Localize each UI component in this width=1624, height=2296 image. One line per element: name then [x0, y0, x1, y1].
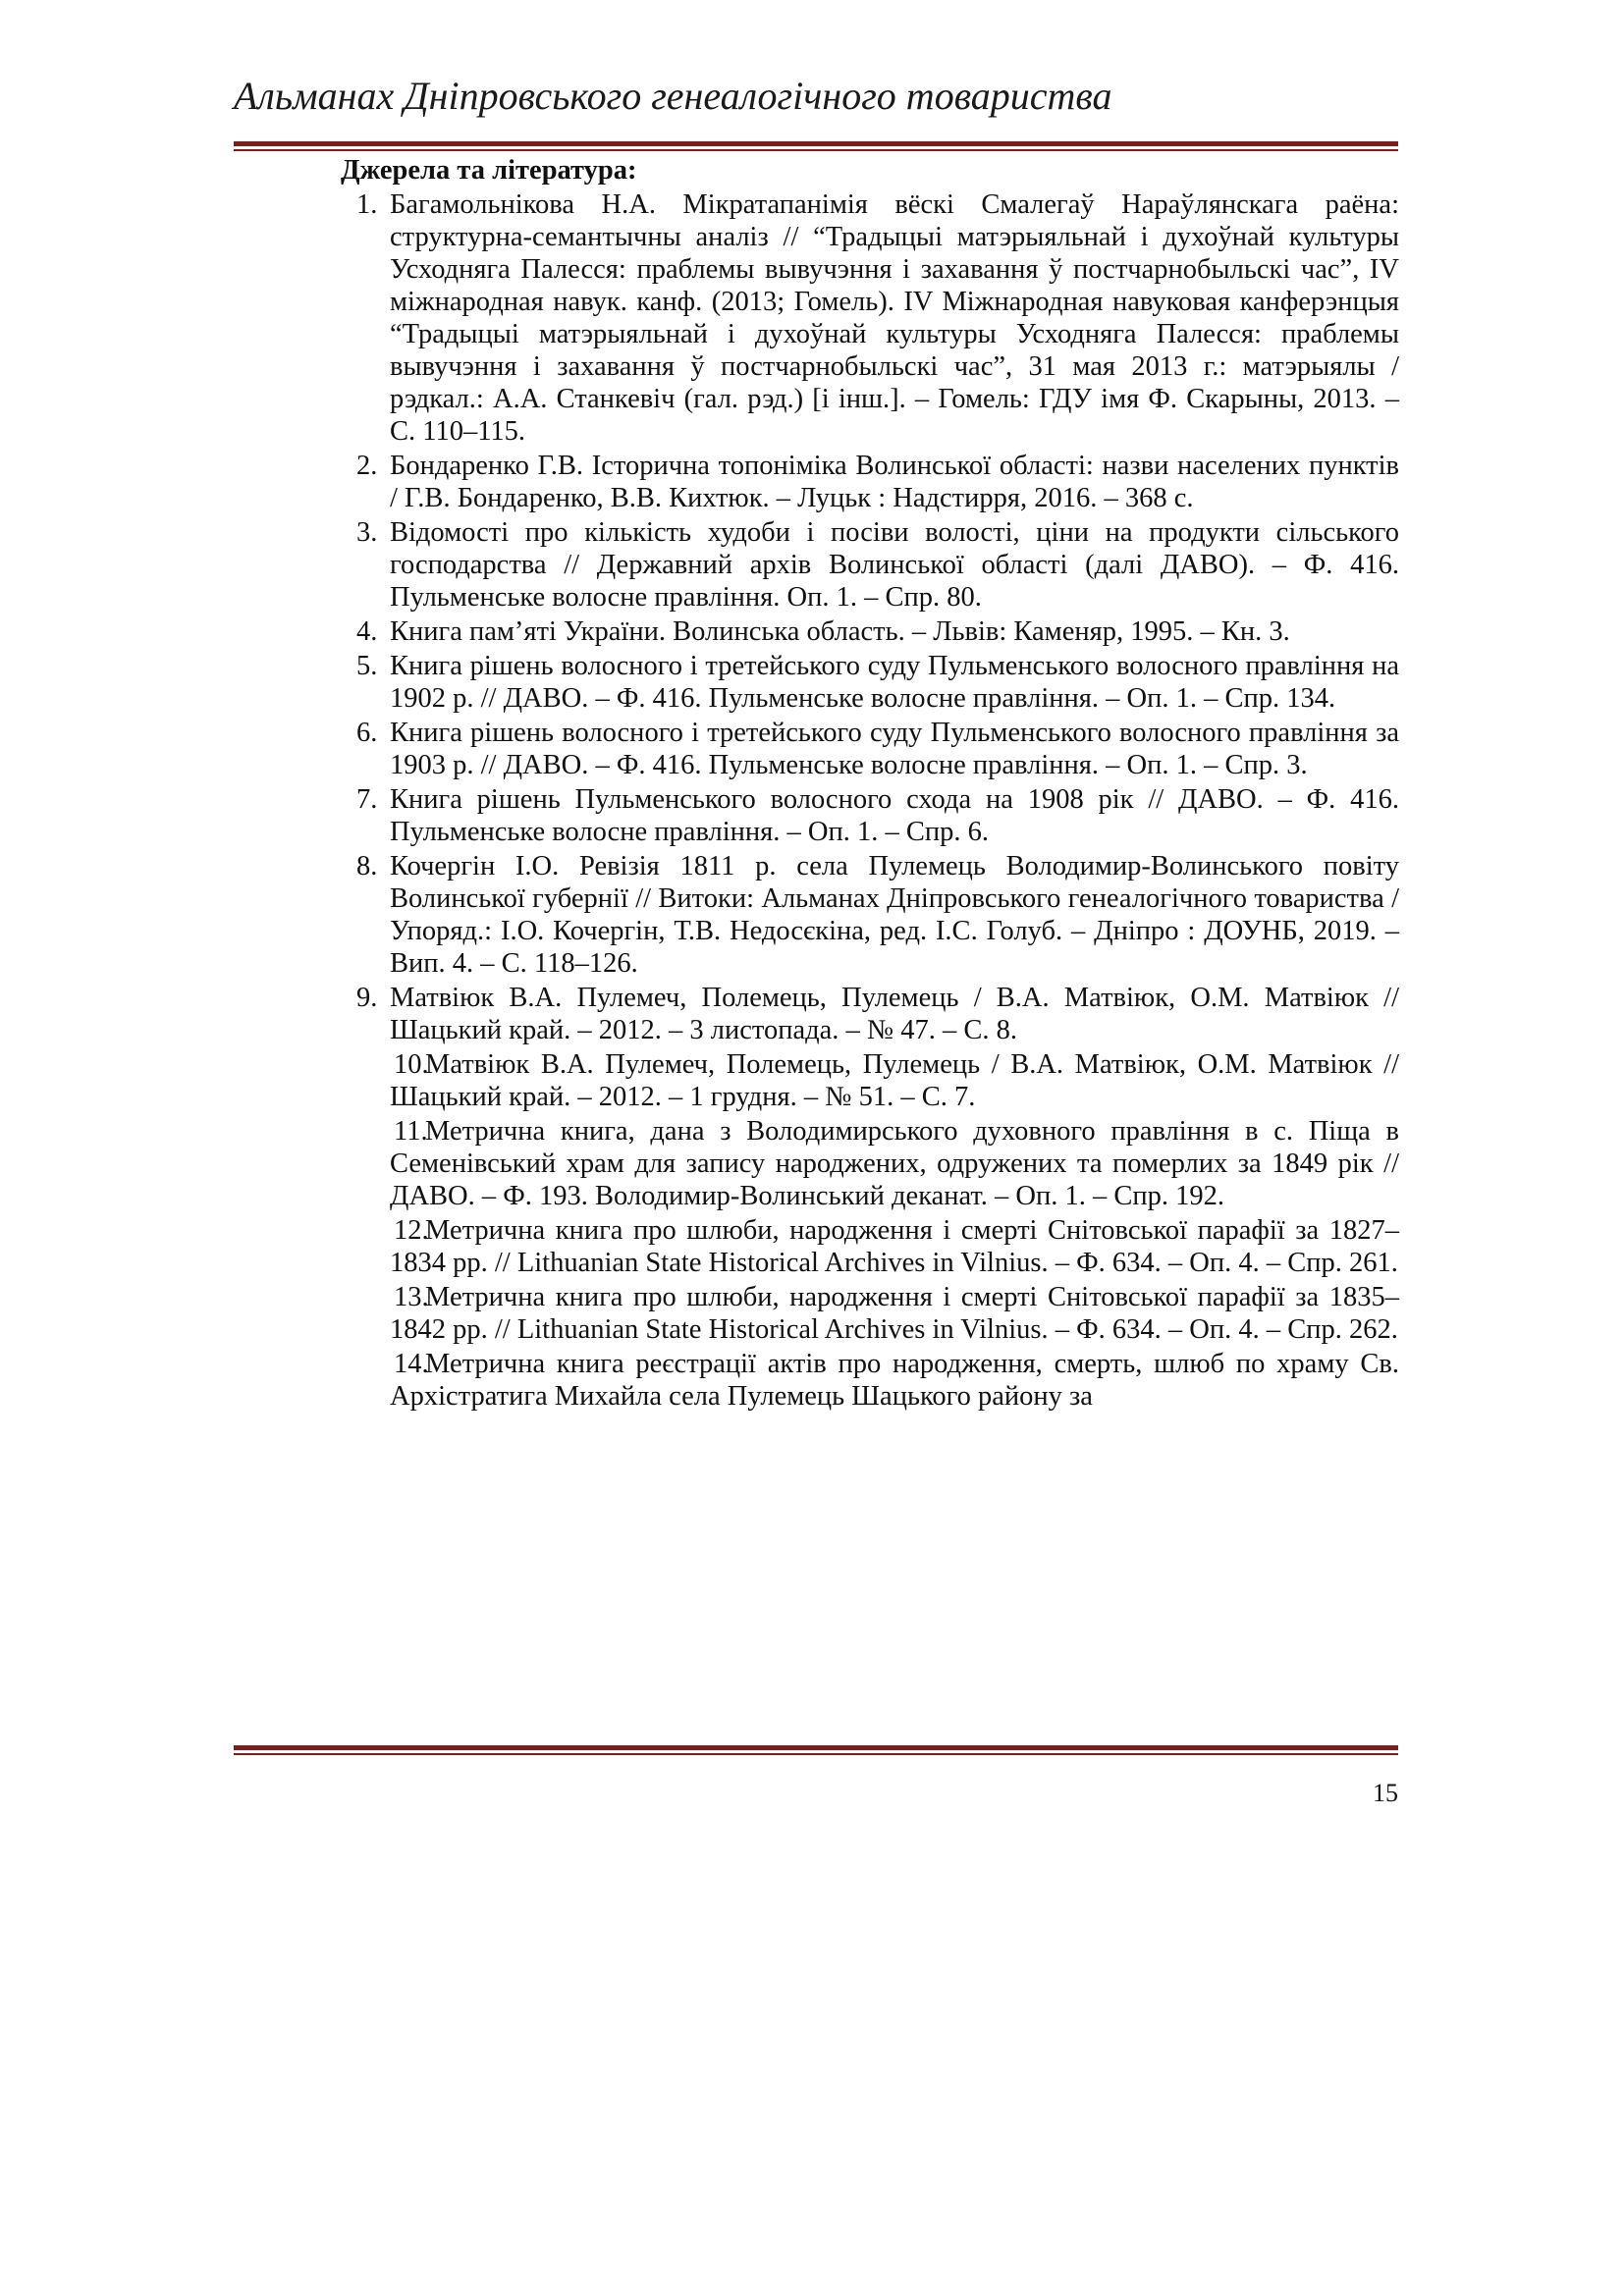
reference-text: Метрична книга, дана з Володимирського духовного правління в с. Піща в Семенівський храм для запису народжених, одружених та померлих за 1849 рік // ДАВО. – Ф. 193. Володимир-Волинський деканат. – Оп. 1. – Спр. 192.: [390, 1116, 1399, 1211]
footer-rule-thin-line: [234, 1753, 1398, 1755]
reference-text: Метрична книга про шлюби, народження і смерті Снітовської парафії за 1835–1842 рр. // Lithuanian State Historical Archives in Vilnius. – Ф. 634. – Оп. 4. – Спр. 262.: [390, 1282, 1399, 1345]
reference-list: [341, 188, 1399, 1413]
reference-item: [341, 450, 1399, 514]
reference-number: 6.: [356, 718, 378, 748]
reference-number: 7.: [356, 784, 378, 815]
reference-number: 3.: [356, 517, 378, 548]
reference-item: [341, 1115, 1399, 1212]
reference-item: [341, 1048, 1399, 1113]
reference-number: 14.: [394, 1349, 429, 1379]
reference-number: 13.: [394, 1282, 429, 1312]
reference-text: Кочергін І.О. Ревізія 1811 р. села Пулемець Володимир-Волинського повіту Волинської губернії // Витоки: Альманах Дніпровського генеалогічного товариства / Упоряд.: І.О. Кочергін, Т.В. Недосєкіна, ред. І.С. Голуб. – Дніпро : ДОУНБ, 2019. – Вип. 4. – С. 118–126.: [390, 851, 1399, 979]
reference-text: Книга пам’яті України. Волинська область. – Львів: Каменяр, 1995. – Кн. 3.: [390, 616, 1290, 647]
page-number: 15: [1373, 1779, 1398, 1807]
reference-number: 9.: [356, 983, 378, 1013]
running-header-title: Альманах Дніпровського генеалогічного товариства: [234, 74, 1112, 118]
reference-item: [341, 1348, 1399, 1413]
header-rule-thin-line: [234, 149, 1398, 151]
reference-item: [341, 717, 1399, 781]
reference-text: Метрична книга про шлюби, народження і смерті Снітовської парафії за 1827–1834 рр. // Lithuanian State Historical Archives in Vilnius. – Ф. 634. – Оп. 4. – Спр. 261.: [390, 1215, 1399, 1278]
reference-text: Метрична книга реєстрації актів про народження, смерть, шлюб по храму Св. Архістратига Михайла села Пулемець Шацького району за: [390, 1349, 1399, 1412]
reference-text: Матвіюк В.А. Пулемеч, Полемець, Пулемець / В.А. Матвіюк, О.М. Матвіюк // Шацький край. – 2012. – 1 грудня. – № 51. – С. 7.: [390, 1049, 1399, 1112]
reference-number: 12.: [394, 1215, 429, 1246]
reference-item: [341, 188, 1399, 448]
reference-number: 1.: [356, 189, 378, 220]
reference-number: 10.: [394, 1049, 429, 1080]
footer-rule: [234, 1745, 1398, 1755]
page-content: [341, 154, 1399, 1415]
reference-text: Книга рішень волосного і третейського суду Пульменського волосного правління на 1902 р. // ДАВО. – Ф. 416. Пульменське волосне правління. – Оп. 1. – Спр. 134.: [390, 651, 1399, 714]
reference-number: 5.: [356, 651, 378, 681]
section-title: Джерела та література:: [341, 155, 637, 186]
reference-number: 2.: [356, 451, 378, 481]
reference-item: [341, 650, 1399, 715]
reference-item: [341, 1281, 1399, 1346]
reference-number: 4.: [356, 616, 378, 647]
reference-item: [341, 850, 1399, 980]
reference-text: Книга рішень волосного і третейського суду Пульменського волосного правління за 1903 р. // ДАВО. – Ф. 416. Пульменське волосне правління. – Оп. 1. – Спр. 3.: [390, 718, 1399, 780]
header-rule: [234, 141, 1398, 151]
reference-item: [341, 1214, 1399, 1279]
reference-number: 11.: [394, 1116, 428, 1147]
reference-text: Книга рішень Пульменського волосного схода на 1908 рік // ДАВО. – Ф. 416. Пульменське волосне правління. – Оп. 1. – Спр. 6.: [390, 784, 1399, 847]
reference-text: Багамольнікова Н.А. Мікратапанімія вёскі Смалегаў Нараўлянскага раёна: структурна-семантычны аналіз // “Традыцыі матэрыяльнай і духоўнай культуры Усходняга Палесся: праблемы вывучэння і захавання ў постчарнобыльскі час”, IV міжнародная навук. канф. (2013; Гомель). IV Міжнародная навуковая канферэнцыя “Традыцыі матэрыяльнай і духоўнай культуры Усходняга Палесся: праблемы вывучэння і захавання ў постчарнобыльскі час”, 31 мая 2013 г.: матэрыялы / рэдкал.: А.А. Станкевіч (гал. рэд.) [і інш.]. – Гомель: ГДУ імя Ф. Скарыны, 2013. – С. 110–115.: [390, 189, 1399, 447]
reference-text: Відомості про кількість худоби і посіви волості, ціни на продукти сільського господарства // Державний архів Волинської області (далі ДАВО). – Ф. 416. Пульменське волосне правління. Оп. 1. – Спр. 80.: [390, 517, 1399, 613]
reference-text: Бондаренко Г.В. Історична топоніміка Волинської області: назви населених пунктів / Г.В. Бондаренко, В.В. Кихтюк. – Луцьк : Надстирря, 2016. – 368 с.: [390, 451, 1399, 513]
reference-number: 8.: [356, 851, 378, 881]
reference-item: [341, 783, 1399, 848]
reference-item: [341, 615, 1399, 648]
reference-text: Матвіюк В.А. Пулемеч, Полемець, Пулемець / В.А. Матвіюк, О.М. Матвіюк // Шацький край. – 2012. – 3 листопада. – № 47. – С. 8.: [390, 983, 1399, 1045]
reference-item: [341, 516, 1399, 614]
reference-item: [341, 982, 1399, 1046]
